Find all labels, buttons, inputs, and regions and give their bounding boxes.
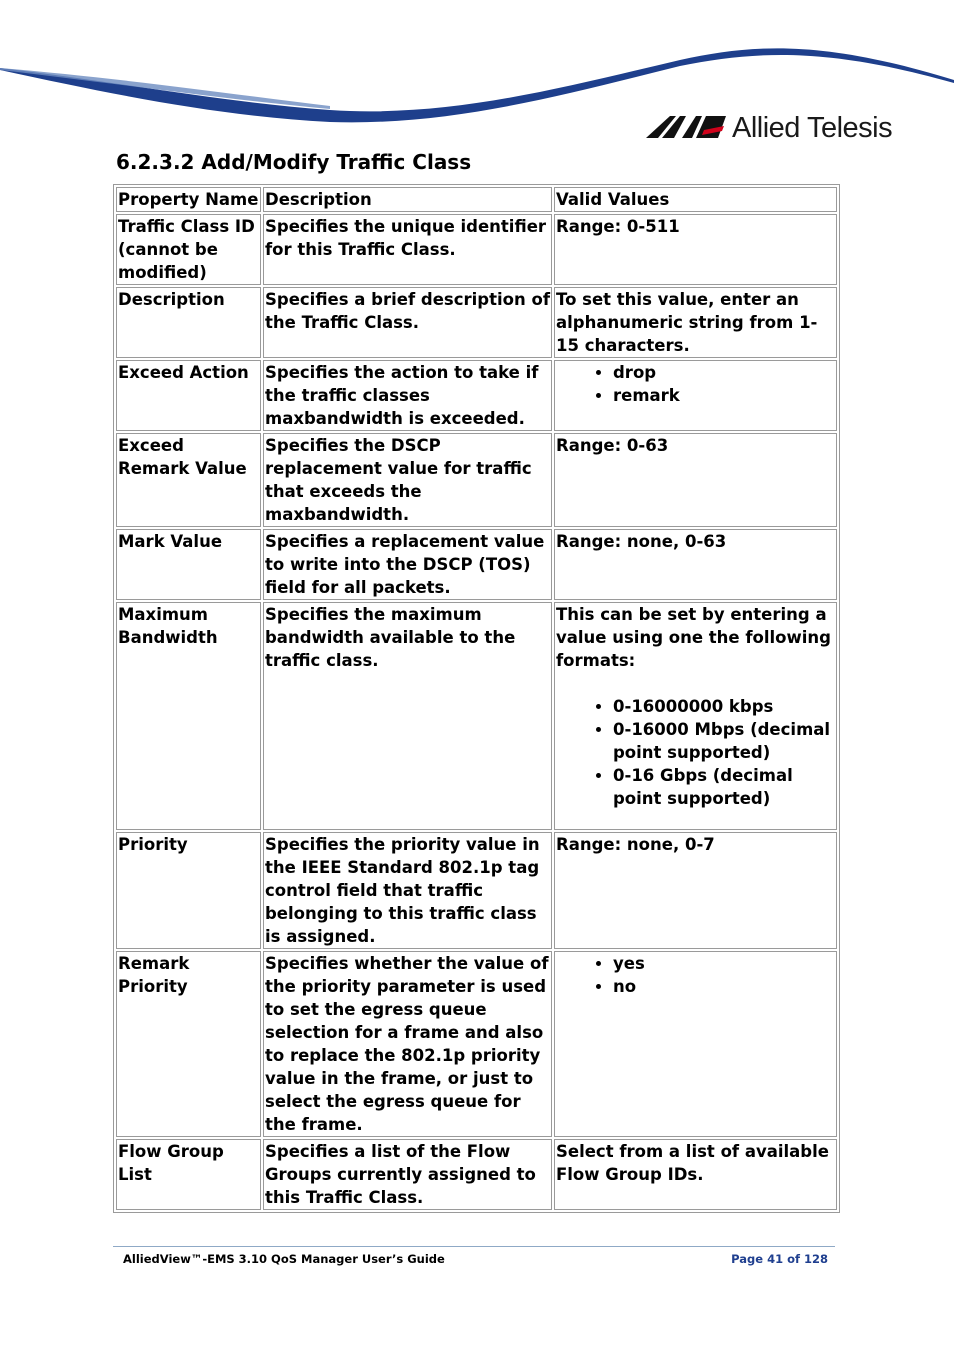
- table-row: [116, 951, 837, 1137]
- property-description: Specifies the unique identifier for this Traffic Class.: [263, 214, 552, 285]
- property-name: Remark Priority: [116, 951, 261, 1137]
- footer-page-number: Page 41 of 128: [731, 1252, 828, 1266]
- property-description: Specifies the priority value in the IEEE Standard 802.1p tag control field that traffic belonging to this traffic class is assigned.: [263, 832, 552, 949]
- table-row: [116, 529, 837, 600]
- table-header-row: [116, 187, 837, 212]
- property-valid-values: Range: 0-511: [554, 214, 837, 285]
- property-name: Flow Group List: [116, 1139, 261, 1210]
- list-item: • 0-16 Gbps (decimal point supported): [613, 764, 835, 810]
- valid-values-intro: This can be set by entering a value using one the following formats:: [556, 605, 831, 670]
- list-item: • no: [613, 975, 835, 998]
- spacer: [556, 672, 835, 695]
- property-name: Maximum Bandwidth: [116, 602, 261, 830]
- property-name: Exceed Action: [116, 360, 261, 431]
- property-description: Specifies a brief description of the Traffic Class.: [263, 287, 552, 358]
- footer-divider: [113, 1246, 835, 1247]
- property-name: Priority: [116, 832, 261, 949]
- header-valid-values: Valid Values: [554, 187, 837, 212]
- properties-table: [113, 184, 840, 1213]
- table-row: [116, 832, 837, 949]
- list-item: • yes: [613, 952, 835, 975]
- property-description: Specifies a replacement value to write into the DSCP (TOS) field for all packets.: [263, 529, 552, 600]
- section-title: 6.2.3.2 Add/Modify Traffic Class: [116, 150, 472, 174]
- property-valid-values: Select from a list of available Flow Group IDs.: [554, 1139, 837, 1210]
- header-description: Description: [263, 187, 552, 212]
- property-valid-values: Range: 0-63: [554, 433, 837, 527]
- table-row: [116, 360, 837, 431]
- table-row: [116, 1139, 837, 1210]
- allied-telesis-logo-mark: [646, 108, 730, 148]
- property-valid-values: Range: none, 0-63: [554, 529, 837, 600]
- property-description: Specifies the action to take if the traffic classes maxbandwidth is exceeded.: [263, 360, 552, 431]
- property-name: Description: [116, 287, 261, 358]
- property-name: Traffic Class ID (cannot be modified): [116, 214, 261, 285]
- property-description: Specifies the DSCP replacement value for traffic that exceeds the maxbandwidth.: [263, 433, 552, 527]
- valid-values-list: [556, 695, 835, 810]
- property-valid-values: Range: none, 0-7: [554, 832, 837, 949]
- table-row: [116, 287, 837, 358]
- table-row: [116, 214, 837, 285]
- property-valid-values: [554, 602, 837, 830]
- list-item: • remark: [613, 384, 835, 407]
- footer-doc-title: AlliedView™-EMS 3.10 QoS Manager User’s Guide: [123, 1252, 445, 1266]
- list-item: • 0-16000000 kbps: [613, 695, 835, 718]
- property-description: Specifies whether the value of the priority parameter is used to set the egress queue selection for a frame and also to replace the 802.1p priority value in the frame, or just to select the egress queue for the frame.: [263, 951, 552, 1137]
- property-valid-values: [554, 951, 837, 1137]
- property-name: Mark Value: [116, 529, 261, 600]
- valid-values-list: [556, 952, 835, 998]
- list-item: • 0-16000 Mbps (decimal point supported): [613, 718, 835, 764]
- table-row: [116, 602, 837, 830]
- property-valid-values: [554, 360, 837, 431]
- allied-telesis-logo: [646, 108, 902, 148]
- property-description: Specifies the maximum bandwidth available to the traffic class.: [263, 602, 552, 830]
- table-row: [116, 433, 837, 527]
- property-valid-values: To set this value, enter an alphanumeric string from 1-15 characters.: [554, 287, 837, 358]
- property-name: Exceed Remark Value: [116, 433, 261, 527]
- property-description: Specifies a list of the Flow Groups currently assigned to this Traffic Class.: [263, 1139, 552, 1210]
- header-property-name: Property Name: [116, 187, 261, 212]
- valid-values-list: [556, 361, 835, 407]
- logo-wordmark: Allied Telesis: [732, 112, 893, 144]
- list-item: • drop: [613, 361, 835, 384]
